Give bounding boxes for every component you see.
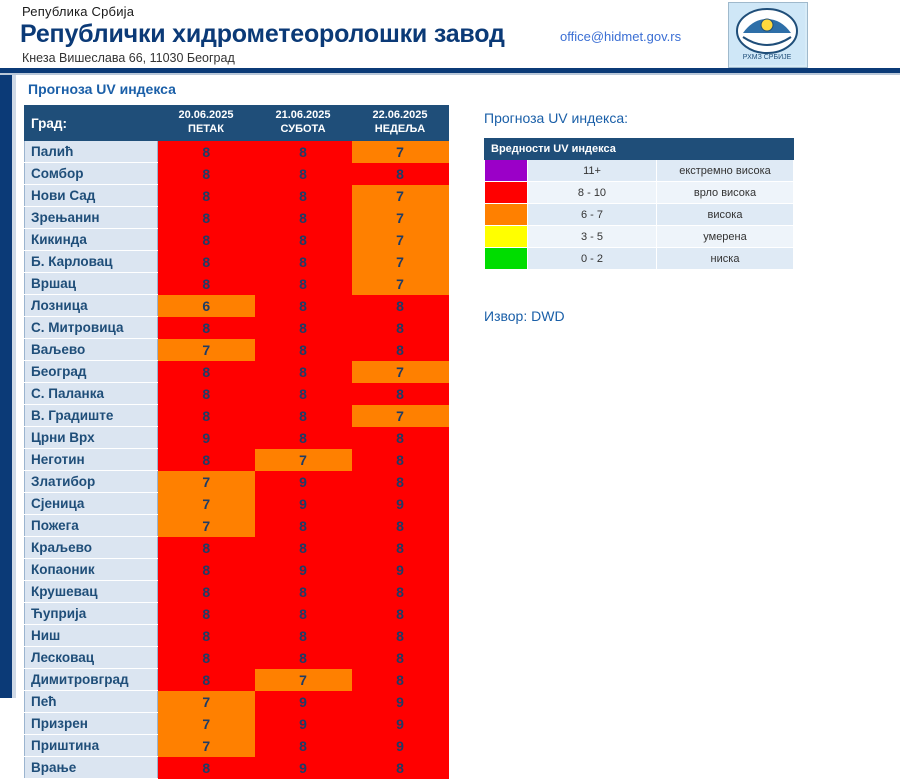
uv-value-cell: 7 (352, 273, 449, 295)
city-cell: С. Митровица (25, 317, 158, 339)
left-accent-band (0, 75, 12, 698)
legend-header: Вредности UV индекса (485, 139, 794, 160)
city-cell: Сомбор (25, 163, 158, 185)
legend-description: умерена (657, 226, 794, 248)
legend-swatch (485, 226, 528, 248)
uv-value-cell: 8 (255, 581, 352, 603)
uv-value-cell: 9 (255, 691, 352, 713)
table-row (25, 383, 449, 405)
uv-value-cell: 8 (158, 383, 255, 405)
city-cell: Ваљево (25, 339, 158, 361)
legend-description: врло висока (657, 182, 794, 204)
uv-value-cell: 9 (255, 713, 352, 735)
city-cell: Палић (25, 141, 158, 163)
uv-value-cell: 8 (158, 317, 255, 339)
uv-value-cell: 9 (352, 559, 449, 581)
legend-description: екстремно висока (657, 160, 794, 182)
city-cell: Врање (25, 757, 158, 779)
table-row (25, 449, 449, 471)
legend-description: висока (657, 204, 794, 226)
uv-value-cell: 8 (352, 647, 449, 669)
uv-value-cell: 8 (158, 581, 255, 603)
uv-value-cell: 8 (352, 427, 449, 449)
legend-body (485, 160, 794, 270)
table-row (25, 581, 449, 603)
uv-value-cell: 9 (255, 493, 352, 515)
table-row (25, 317, 449, 339)
uv-value-cell: 9 (158, 427, 255, 449)
uv-value-cell: 7 (352, 185, 449, 207)
legend-row (485, 248, 794, 270)
city-cell: Црни Врх (25, 427, 158, 449)
city-cell: Димитровград (25, 669, 158, 691)
uv-forecast-body (25, 141, 449, 779)
uv-value-cell: 8 (255, 141, 352, 163)
uv-value-cell: 8 (255, 207, 352, 229)
uv-legend-table (484, 138, 794, 270)
source-label: Извор: DWD (484, 308, 565, 324)
city-cell: Лесковац (25, 647, 158, 669)
uv-value-cell: 8 (158, 537, 255, 559)
uv-value-cell: 8 (352, 163, 449, 185)
legend-title: Прогноза UV индекса: (484, 110, 628, 126)
uv-value-cell: 8 (255, 625, 352, 647)
table-row (25, 405, 449, 427)
header-country: Република Србија (22, 4, 135, 19)
legend-range: 8 - 10 (528, 182, 657, 204)
legend-range: 11+ (528, 160, 657, 182)
uv-value-cell: 8 (352, 625, 449, 647)
legend-range: 3 - 5 (528, 226, 657, 248)
uv-value-cell: 8 (352, 383, 449, 405)
table-row (25, 339, 449, 361)
legend-header-row (485, 139, 794, 160)
uv-value-cell: 8 (158, 251, 255, 273)
uv-value-cell: 8 (158, 625, 255, 647)
uv-value-cell: 7 (352, 141, 449, 163)
table-row (25, 229, 449, 251)
city-cell: Ниш (25, 625, 158, 647)
table-row (25, 427, 449, 449)
hidmet-logo-icon (728, 2, 808, 68)
table-row (25, 691, 449, 713)
uv-value-cell: 8 (255, 273, 352, 295)
city-cell: Ћуприја (25, 603, 158, 625)
logo-svg (729, 3, 805, 65)
uv-value-cell: 9 (255, 559, 352, 581)
table-row (25, 141, 449, 163)
legend-row (485, 204, 794, 226)
uv-value-cell: 8 (352, 295, 449, 317)
day-1-date: 20.06.2025 (178, 109, 234, 122)
uv-value-cell: 7 (158, 691, 255, 713)
uv-value-cell: 9 (352, 735, 449, 757)
uv-value-cell: 9 (352, 713, 449, 735)
day-2-date: 21.06.2025 (275, 109, 331, 122)
table-row (25, 361, 449, 383)
uv-value-cell: 7 (352, 405, 449, 427)
uv-value-cell: 9 (255, 471, 352, 493)
city-cell: Крушевац (25, 581, 158, 603)
left-accent-fade (12, 75, 16, 698)
uv-value-cell: 8 (158, 449, 255, 471)
legend-swatch (485, 160, 528, 182)
city-cell: Лозница (25, 295, 158, 317)
column-header-day-1 (158, 106, 255, 141)
city-cell: Приштина (25, 735, 158, 757)
uv-value-cell: 8 (352, 515, 449, 537)
city-cell: Београд (25, 361, 158, 383)
page-title: Републички хидрометеоролошки завод (20, 20, 505, 48)
table-row (25, 515, 449, 537)
table-header-row (25, 106, 449, 141)
uv-value-cell: 8 (158, 669, 255, 691)
city-cell: Призрен (25, 713, 158, 735)
legend-swatch (485, 248, 528, 270)
legend-swatch (485, 204, 528, 226)
uv-value-cell: 8 (255, 735, 352, 757)
uv-value-cell: 8 (255, 647, 352, 669)
header-divider-shadow (0, 73, 900, 75)
section-title: Прогноза UV индекса (28, 81, 176, 97)
uv-value-cell: 7 (352, 229, 449, 251)
uv-value-cell: 8 (255, 603, 352, 625)
uv-value-cell: 7 (158, 493, 255, 515)
legend-swatch (485, 182, 528, 204)
uv-value-cell: 8 (158, 647, 255, 669)
table-row (25, 493, 449, 515)
uv-value-cell: 7 (255, 449, 352, 471)
table-row (25, 295, 449, 317)
uv-value-cell: 8 (352, 581, 449, 603)
city-cell: Б. Карловац (25, 251, 158, 273)
uv-value-cell: 7 (158, 471, 255, 493)
uv-value-cell: 8 (158, 361, 255, 383)
city-cell: Краљево (25, 537, 158, 559)
uv-value-cell: 8 (255, 185, 352, 207)
uv-value-cell: 8 (255, 537, 352, 559)
uv-value-cell: 9 (352, 493, 449, 515)
uv-value-cell: 8 (158, 229, 255, 251)
table-row (25, 251, 449, 273)
uv-value-cell: 8 (158, 405, 255, 427)
uv-value-cell: 7 (352, 361, 449, 383)
uv-value-cell: 7 (352, 251, 449, 273)
table-row (25, 603, 449, 625)
city-cell: В. Градиште (25, 405, 158, 427)
header-email-link[interactable]: office@hidmet.gov.rs (560, 29, 682, 44)
day-1-dow: ПЕТАК (188, 123, 224, 135)
uv-value-cell: 8 (255, 515, 352, 537)
city-cell: Златибор (25, 471, 158, 493)
uv-value-cell: 8 (255, 361, 352, 383)
svg-text:РХМЗ СРБИЈЕ: РХМЗ СРБИЈЕ (742, 54, 792, 61)
legend-row (485, 160, 794, 182)
table-row (25, 163, 449, 185)
legend-range: 0 - 2 (528, 248, 657, 270)
table-row (25, 625, 449, 647)
uv-value-cell: 8 (352, 471, 449, 493)
column-header-day-2 (255, 106, 352, 141)
uv-value-cell: 8 (158, 207, 255, 229)
city-cell: Пећ (25, 691, 158, 713)
page-header (0, 0, 900, 68)
city-cell: Пожега (25, 515, 158, 537)
city-cell: Копаоник (25, 559, 158, 581)
uv-value-cell: 8 (255, 339, 352, 361)
table-row (25, 537, 449, 559)
header-address: Кнеза Вишеслава 66, 11030 Београд (22, 51, 235, 65)
uv-value-cell: 8 (255, 383, 352, 405)
uv-value-cell: 8 (352, 449, 449, 471)
table-row (25, 273, 449, 295)
uv-value-cell: 8 (158, 163, 255, 185)
uv-value-cell: 8 (255, 427, 352, 449)
uv-value-cell: 8 (255, 163, 352, 185)
uv-value-cell: 8 (255, 295, 352, 317)
city-cell: Вршац (25, 273, 158, 295)
uv-value-cell: 8 (255, 229, 352, 251)
uv-value-cell: 7 (255, 669, 352, 691)
city-cell: С. Паланка (25, 383, 158, 405)
uv-value-cell: 7 (158, 735, 255, 757)
city-cell: Зрењанин (25, 207, 158, 229)
legend-row (485, 182, 794, 204)
legend-description: ниска (657, 248, 794, 270)
day-3-dow: НЕДЕЉА (374, 123, 426, 135)
city-cell: Сјеница (25, 493, 158, 515)
uv-value-cell: 7 (158, 515, 255, 537)
uv-forecast-table (24, 105, 449, 779)
uv-value-cell: 8 (352, 317, 449, 339)
uv-value-cell: 8 (158, 141, 255, 163)
day-2-dow: СУБОТА (280, 123, 326, 135)
legend-range: 6 - 7 (528, 204, 657, 226)
uv-value-cell: 8 (158, 757, 255, 779)
city-cell: Кикинда (25, 229, 158, 251)
uv-value-cell: 8 (158, 559, 255, 581)
table-row (25, 207, 449, 229)
city-cell: Неготин (25, 449, 158, 471)
table-row (25, 185, 449, 207)
uv-value-cell: 8 (158, 273, 255, 295)
uv-value-cell: 8 (255, 405, 352, 427)
table-row (25, 471, 449, 493)
table-row (25, 735, 449, 757)
column-header-day-3 (352, 106, 449, 141)
uv-value-cell: 8 (255, 251, 352, 273)
uv-value-cell: 6 (158, 295, 255, 317)
uv-value-cell: 8 (158, 603, 255, 625)
uv-value-cell: 7 (158, 713, 255, 735)
uv-value-cell: 7 (158, 339, 255, 361)
uv-value-cell: 8 (352, 757, 449, 779)
uv-value-cell: 8 (352, 669, 449, 691)
uv-value-cell: 8 (352, 603, 449, 625)
uv-value-cell: 8 (255, 317, 352, 339)
table-row (25, 559, 449, 581)
uv-value-cell: 8 (352, 339, 449, 361)
city-cell: Нови Сад (25, 185, 158, 207)
uv-value-cell: 8 (352, 537, 449, 559)
table-row (25, 669, 449, 691)
column-header-city: Град: (25, 106, 158, 141)
uv-value-cell: 9 (352, 691, 449, 713)
uv-value-cell: 9 (255, 757, 352, 779)
legend-row (485, 226, 794, 248)
table-row (25, 647, 449, 669)
uv-value-cell: 7 (352, 207, 449, 229)
uv-value-cell: 8 (158, 185, 255, 207)
day-3-date: 22.06.2025 (372, 109, 428, 122)
table-row (25, 757, 449, 779)
table-row (25, 713, 449, 735)
